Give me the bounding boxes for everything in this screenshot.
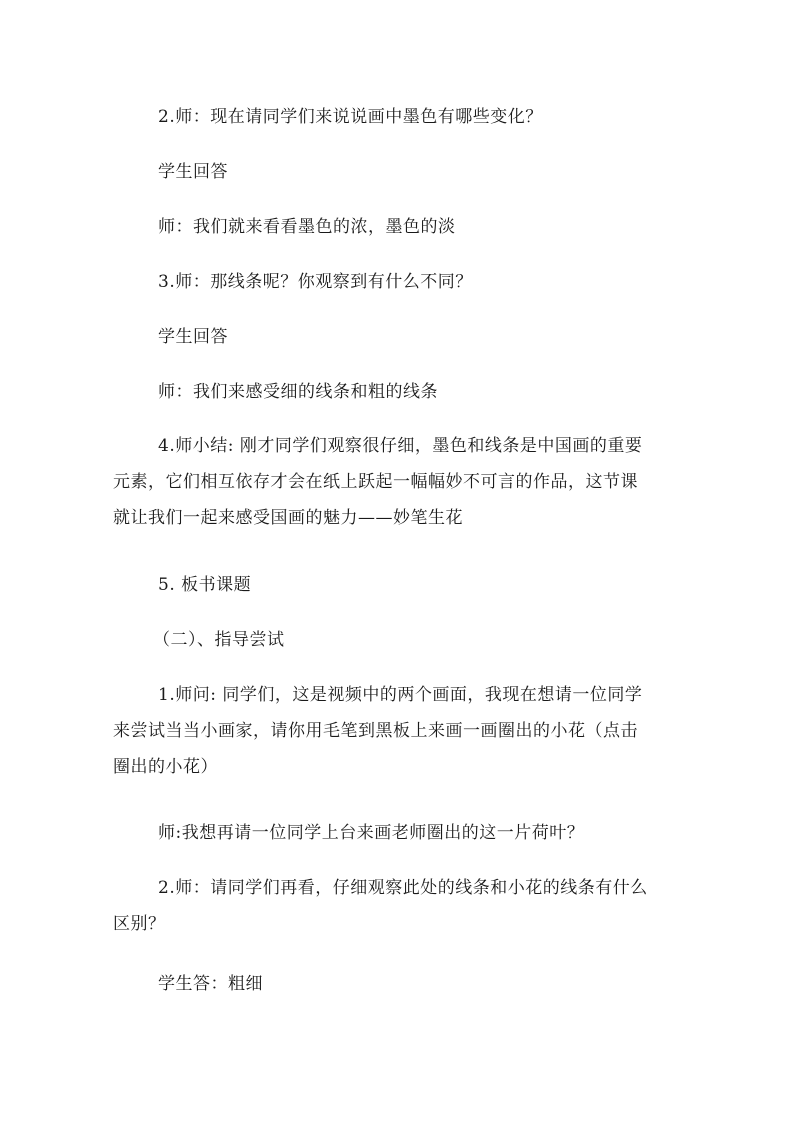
- paragraph-teacher-ink-shades: [113, 209, 683, 245]
- text-line: 学生答：粗细: [158, 974, 263, 994]
- text-line: 5. 板书课题: [158, 575, 252, 595]
- paragraph-question-ink: [113, 99, 683, 135]
- paragraph-student-answer: [113, 319, 683, 355]
- text-line: （二）、指导尝试: [153, 630, 285, 650]
- text-line: 师：我们来感受细的线条和粗的线条: [158, 382, 438, 402]
- section-heading-guided-attempt: [113, 622, 683, 658]
- text-line: 4.师小结: 刚才同学们观察很仔细，墨色和线条是中国画的重要: [158, 436, 643, 456]
- text-line: 1.师问: 同学们，这是视频中的两个画面，我现在想请一位同学: [158, 685, 643, 705]
- text-line: 来尝试当当小画家，请你用毛笔到黑板上来画一画圈出的小花（点击: [113, 721, 638, 741]
- paragraph-board-title: [113, 567, 683, 603]
- text-line: 师：我们就来看看墨色的浓，墨色的淡: [158, 217, 456, 237]
- paragraph-teacher-invite: [113, 677, 683, 785]
- text-line: 就让我们一起来感受国画的魅力——妙笔生花: [113, 508, 463, 528]
- paragraph-teacher-summary: [113, 428, 683, 536]
- paragraph-teacher-lotus-leaf: [113, 815, 683, 851]
- text-line: 圈出的小花）: [113, 757, 218, 777]
- paragraph-student-answer: [113, 154, 683, 190]
- text-line: 学生回答: [158, 327, 228, 347]
- text-line: 3.师：那线条呢？你观察到有什么不同？: [158, 272, 473, 292]
- text-line: 区别？: [113, 914, 166, 934]
- paragraph-teacher-line-thickness: [113, 374, 683, 410]
- text-line: 师:我想再请一位同学上台来画老师圈出的这一片荷叶？: [158, 823, 585, 843]
- text-line: 元素，它们相互依存才会在纸上跃起一幅幅妙不可言的作品，这节课: [113, 472, 638, 492]
- paragraph-teacher-compare: [113, 870, 683, 942]
- paragraph-question-lines: [113, 264, 683, 300]
- text-line: 2.师：请同学们再看，仔细观察此处的线条和小花的线条有什么: [158, 878, 648, 898]
- paragraph-student-thickness: [113, 966, 683, 1002]
- text-line: 2.师：现在请同学们来说说画中墨色有哪些变化？: [158, 107, 543, 127]
- text-line: 学生回答: [158, 162, 228, 182]
